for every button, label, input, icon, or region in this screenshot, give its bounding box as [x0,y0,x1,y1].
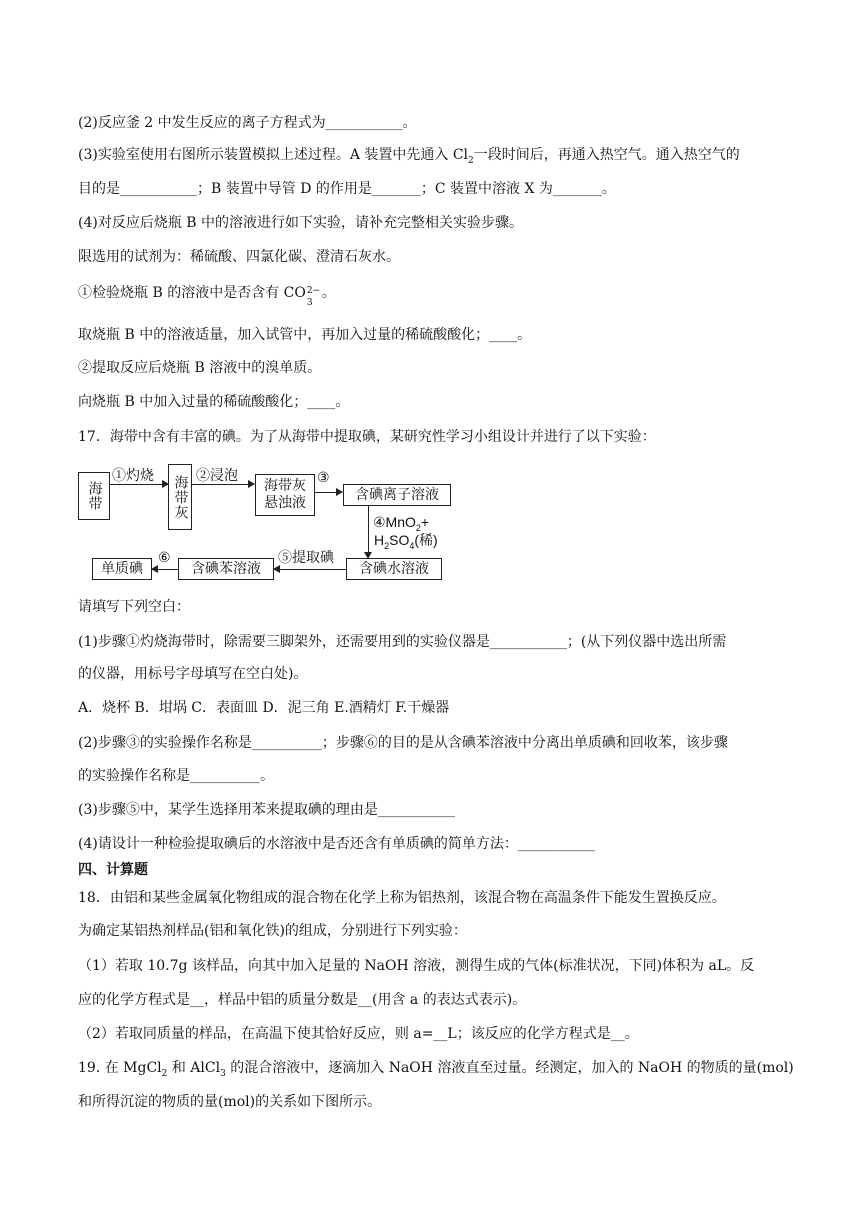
q17-part2-line1: (2)步骤③的实验操作名称是__________；步骤⑥的目的是从含碘苯溶液中分离出单质碘和回收苯，该步骤 [78,735,728,751]
box-shui: 含碘水溶液 [346,558,442,580]
q17-part4: (4)请设计一种检验提取碘后的水溶液中是否还含有单质碘的简单方法：___________ [78,836,595,852]
section-heading-calc: 四、计算题 [78,862,148,878]
superscript: 2− [306,286,321,296]
subscript: 2 [161,1068,168,1079]
box-ben: 含碘苯溶液 [178,558,274,580]
text: 的混合溶液中，逐滴加入 NaOH 溶液直至过量。经测定，加入的 NaOH 的物质的量(mol) [225,1060,794,1076]
label-step1: ①灼烧 [112,468,154,484]
arrow-step5 [274,569,346,570]
q17-stem: 17．海带中含有丰富的碘。为了从海带中提取碘，某研究性学习小组设计并进行了以下实验： [78,429,656,445]
box-xuanzhuo [255,474,315,516]
text: 19. 在 MgCl [78,1060,162,1076]
text: (3)实验室使用右图所示装置模拟上述过程。A 装置中先通入 Cl [78,147,469,163]
subscript: 2 [468,155,474,166]
reagent-list: 限选用的试剂为：稀硫酸、四氯化碳、澄清石灰水。 [78,249,400,265]
text: (稀) [414,532,438,548]
box-lizi: 含碘离子溶液 [343,484,451,506]
text: ①检验烧瓶 B 的溶液中是否含有 CO [78,285,306,301]
q19-stem-line1 [78,1058,794,1084]
q18-stem-line1: 18．由铝和某些金属氧化物组成的混合物在化学上称为铝热剂，该混合物在高温条件下能发生置换反应。 [78,890,726,906]
q17-part1-line2: 的仪器，用标号字母填写在空白处)。 [78,666,308,682]
box-text-line1: 海带灰 [264,478,306,494]
subscript: 2 [384,540,390,551]
q16-step1 [78,283,336,308]
q16-step2: ②提取反应后烧瓶 B 溶液中的溴单质。 [78,360,322,376]
text: H [374,532,385,548]
text: + [420,514,430,530]
box-danzhi: 单质碘 [92,558,152,580]
subscript: 3 [220,1068,226,1079]
q18-part1-line1: （1）若取 10.7g 该样品，向其中加入足量的 NaOH 溶液，测得生成的气体(标准状况，下同)体积为 aL。反 [78,958,755,974]
subscript: 4 [409,540,415,551]
iodine-extraction-flowchart [78,462,458,582]
q16-part4: (4)对反应后烧瓶 B 中的溶液进行如下实验，请补充完整相关实验步骤。 [78,215,524,231]
box-haidaihui: 海带灰 [168,464,192,530]
label-step2: ②浸泡 [196,468,238,484]
box-text-line2: 悬浊液 [264,495,306,511]
text: 一段时间后，再通入热空气。通入热空气的 [473,147,740,163]
q19-stem-line2: 和所得沉淀的物质的量(mol)的关系如下图所示。 [78,1094,382,1110]
q18-stem-line2: 为确定某铝热剂样品(铝和氧化铁)的组成，分别进行下列实验： [78,923,467,939]
text: 和 AlCl [167,1060,221,1076]
box-haidai: 海带 [78,472,110,520]
q17-instruction: 请填写下列空白： [78,599,190,615]
ion-charge [306,283,322,308]
q17-part2-line2: 的实验操作名称是__________。 [78,768,274,784]
q17-part1-line1: (1)步骤①灼烧海带时，除需要三脚架外，还需要用到的实验仪器是___________；(从下列仪器中选出所需 [78,634,727,650]
q16-part3-line1 [78,145,740,171]
arrow-step3 [315,492,342,493]
text: SO [389,532,410,548]
q16-step2-detail: 向烧瓶 B 中加入过量的稀硫酸酸化；____。 [78,394,350,410]
label-step5: ⑤提取碘 [278,550,334,566]
q18-part2: （2）若取同质量的样品，在高温下使其恰好反应，则 a=__L；该反应的化学方程式是__。 [78,1026,639,1042]
text: ④MnO [373,514,416,530]
q16-part2: (2)反应釜 2 中发生反应的离子方程式为___________。 [78,115,417,131]
text: 。 [321,285,336,301]
arrow-step6 [152,569,178,570]
q17-part3: (3)步骤⑤中，某学生选择用苯来提取碘的理由是___________ [78,802,455,818]
q16-part3-line2: 目的是___________；B 装置中导管 D 的作用是_______；C 装置中溶液 X 为_______。 [78,181,616,197]
q16-step1-detail: 取烧瓶 B 中的溶液适量，加入试管中，再加入过量的稀硫酸酸化；____。 [78,327,532,343]
label-step3: ③ [317,470,330,486]
subscript: 2 [415,522,421,533]
subscript: 3 [306,298,313,308]
label-step4-line2 [374,532,438,555]
q17-options: A．烧杯 B．坩埚 C．表面皿 D．泥三角 E.酒精灯 F.干燥器 [78,700,450,716]
label-step6: ⑥ [158,550,171,566]
arrow-step4 [368,506,369,558]
q18-part1-line2: 应的化学方程式是__，样品中铝的质量分数是__(用含 a 的表达式表示)。 [78,992,527,1008]
